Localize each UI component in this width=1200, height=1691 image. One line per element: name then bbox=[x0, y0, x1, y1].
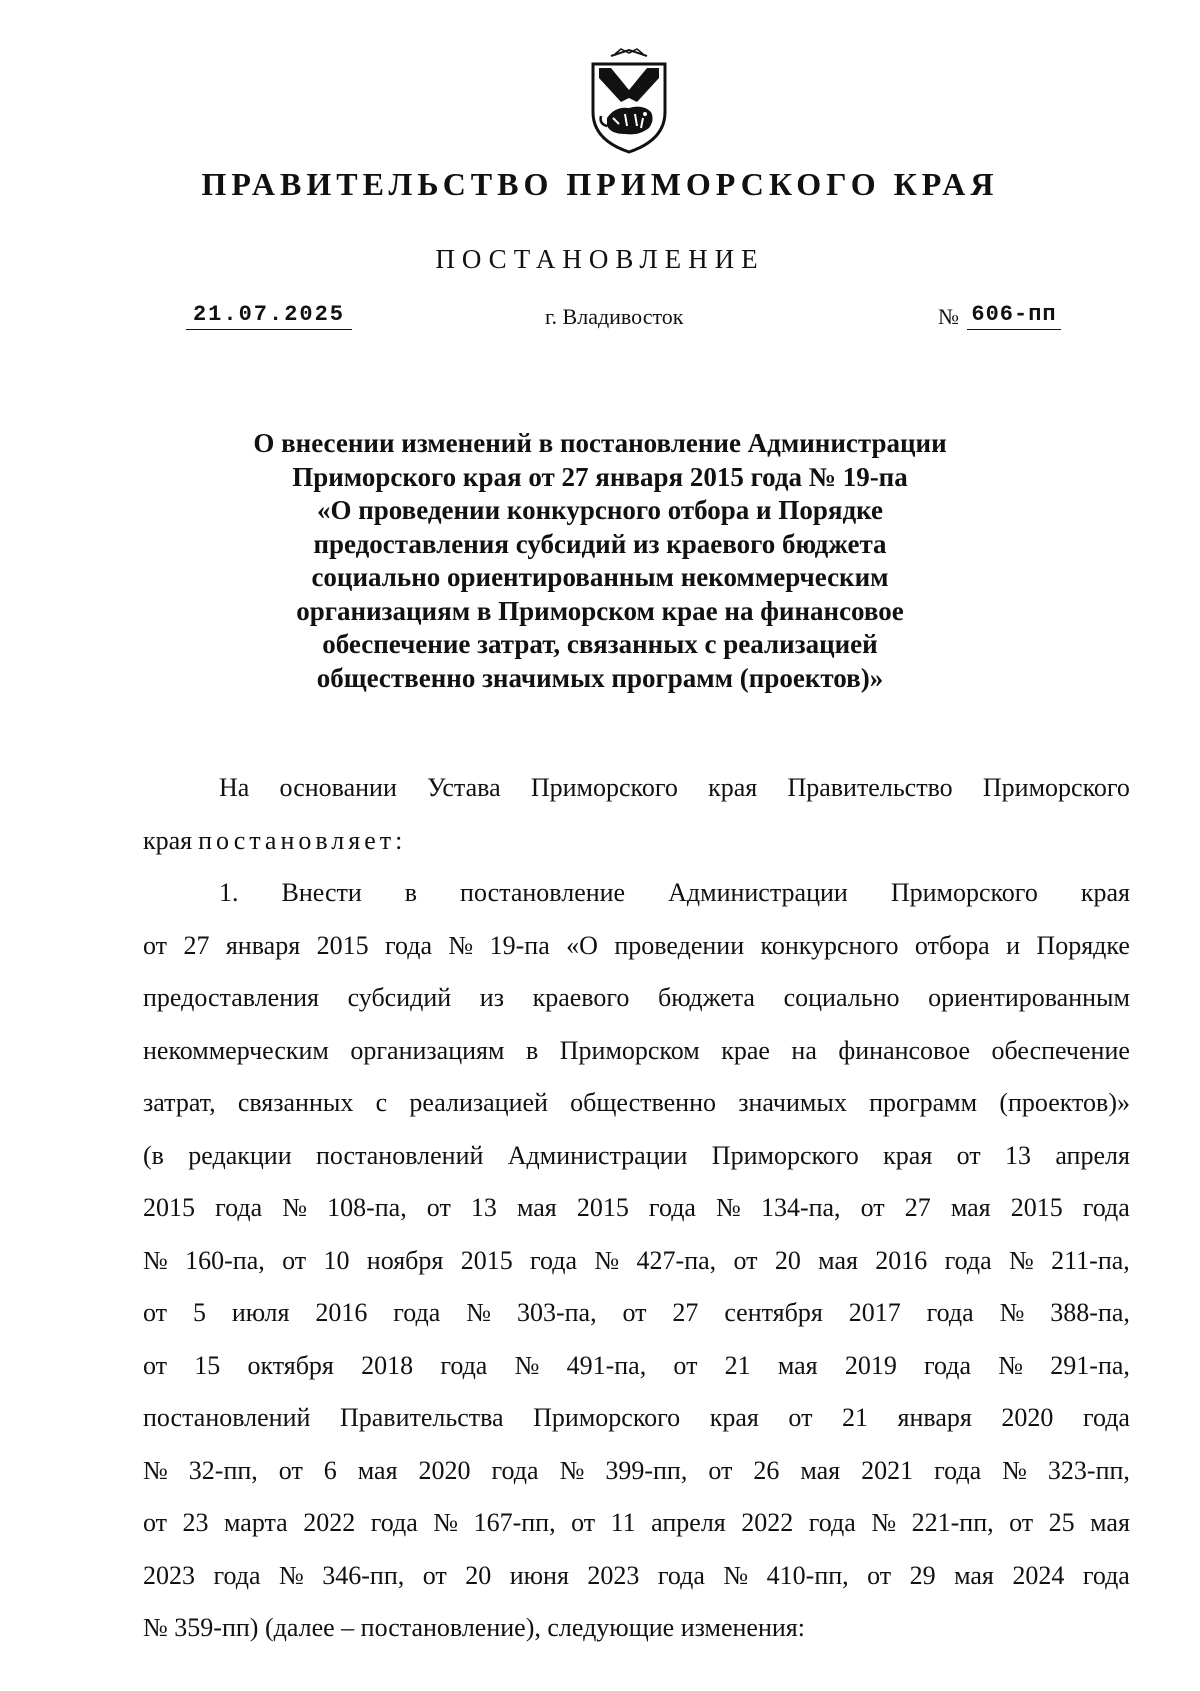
word: связанных bbox=[237, 1088, 354, 1117]
word: № bbox=[716, 1193, 741, 1222]
word: Порядке bbox=[1036, 930, 1130, 960]
word: в bbox=[404, 878, 418, 907]
word: от bbox=[673, 1350, 698, 1380]
word: № bbox=[871, 1508, 897, 1537]
word: постановлений bbox=[315, 1140, 484, 1170]
word: края bbox=[709, 1403, 759, 1432]
paragraph-line bbox=[143, 1287, 1130, 1340]
number-sign: № bbox=[938, 304, 959, 329]
paragraph-line bbox=[143, 972, 1130, 1025]
title-line: О внесении изменений в постановление Администрации bbox=[253, 428, 947, 458]
word: «О bbox=[566, 930, 598, 960]
paragraph-line bbox=[143, 1130, 1130, 1183]
word: 2022 bbox=[741, 1508, 794, 1537]
word: от bbox=[143, 1350, 168, 1380]
word: 25 bbox=[1048, 1508, 1075, 1537]
word: 2015 bbox=[576, 1193, 629, 1222]
title-line: социально ориентированным некоммерческим bbox=[311, 562, 889, 592]
word: 2023 bbox=[587, 1560, 640, 1590]
document-body bbox=[143, 762, 1130, 1655]
word: от bbox=[1009, 1508, 1034, 1537]
word: года bbox=[1082, 1193, 1130, 1222]
word: 410-пп, bbox=[766, 1560, 849, 1590]
word: 108-па, bbox=[327, 1193, 407, 1222]
word: 21 bbox=[841, 1403, 868, 1432]
word: года bbox=[491, 1455, 539, 1485]
word: года bbox=[808, 1508, 856, 1537]
word: № bbox=[723, 1560, 749, 1590]
word: года bbox=[440, 1350, 488, 1380]
word: (проектов)» bbox=[999, 1088, 1130, 1117]
word: 2019 bbox=[844, 1350, 897, 1380]
paragraph-line bbox=[143, 1025, 1130, 1078]
paragraph-line bbox=[143, 920, 1130, 973]
word: года bbox=[657, 1560, 705, 1590]
word: 20 bbox=[774, 1245, 801, 1275]
word: с bbox=[375, 1088, 388, 1117]
word: 13 bbox=[470, 1193, 497, 1222]
word: 167-пп, bbox=[473, 1508, 556, 1537]
word: предоставления bbox=[143, 983, 319, 1012]
word: 23 bbox=[182, 1508, 209, 1537]
word: года bbox=[384, 930, 433, 960]
word: 2020 bbox=[1001, 1403, 1054, 1432]
word: от bbox=[143, 930, 168, 960]
word: 15 bbox=[194, 1350, 221, 1380]
word: Приморского bbox=[530, 773, 678, 802]
word: 27 bbox=[672, 1298, 699, 1327]
word: 10 bbox=[323, 1245, 350, 1275]
word: 399-пп, bbox=[605, 1455, 688, 1485]
word: № bbox=[433, 1508, 459, 1537]
word: года bbox=[1082, 1403, 1130, 1432]
word: Приморского bbox=[711, 1140, 859, 1170]
word: 2015 bbox=[316, 930, 369, 960]
paragraph-line bbox=[143, 1392, 1130, 1445]
word: основании bbox=[279, 773, 397, 802]
word: ноября bbox=[366, 1245, 444, 1275]
word: бюджета bbox=[658, 983, 755, 1012]
paragraph-line: № 359-пп) (далее – постановление), следующие изменения: bbox=[143, 1613, 805, 1642]
word: и bbox=[1006, 930, 1021, 960]
word: программ bbox=[869, 1088, 978, 1117]
paragraph-line bbox=[143, 1182, 1130, 1235]
word: 221-пп, bbox=[911, 1508, 994, 1537]
document-title bbox=[200, 427, 1000, 695]
word: края bbox=[1080, 878, 1130, 907]
word: Приморском bbox=[559, 1035, 700, 1065]
word: 2024 bbox=[1012, 1560, 1065, 1590]
word: № bbox=[514, 1350, 540, 1380]
word: 323-пп, bbox=[1047, 1455, 1130, 1485]
word: постановление bbox=[460, 878, 626, 907]
word: сентября bbox=[724, 1298, 823, 1327]
word: года bbox=[393, 1298, 441, 1327]
word: проведении bbox=[614, 930, 745, 960]
word: обеспечение bbox=[991, 1035, 1130, 1065]
word: 2020 bbox=[418, 1455, 471, 1485]
word: 2016 bbox=[875, 1245, 928, 1275]
word: Приморского bbox=[982, 773, 1130, 802]
word: года bbox=[648, 1193, 696, 1222]
paragraph-line bbox=[143, 1445, 1130, 1498]
word: 1. bbox=[219, 878, 239, 907]
word: мая bbox=[357, 1455, 398, 1485]
word: в bbox=[525, 1035, 539, 1065]
word: № bbox=[278, 1560, 304, 1590]
paragraph-line bbox=[143, 1550, 1130, 1603]
word: (в bbox=[143, 1140, 164, 1170]
word: 26 bbox=[753, 1455, 780, 1485]
word: Устава bbox=[427, 773, 501, 802]
government-name: ПРАВИТЕЛЬСТВО ПРИМОРСКОГО КРАЯ bbox=[201, 166, 999, 202]
word: от bbox=[622, 1298, 647, 1327]
document-type: ПОСТАНОВЛЕНИЕ bbox=[435, 244, 765, 274]
word: года bbox=[370, 1508, 418, 1537]
word: 2022 bbox=[303, 1508, 356, 1537]
word: № bbox=[998, 1350, 1024, 1380]
word: 29 bbox=[909, 1560, 936, 1590]
word: 134-па, bbox=[760, 1193, 841, 1222]
word: 13 bbox=[1005, 1140, 1032, 1170]
word: краевого bbox=[532, 983, 630, 1012]
word: № bbox=[999, 1298, 1025, 1327]
word: реализацией bbox=[409, 1088, 548, 1117]
word: октября bbox=[247, 1350, 334, 1380]
word: июля bbox=[231, 1298, 290, 1327]
word: от bbox=[282, 1245, 307, 1275]
word: 388-па, bbox=[1050, 1298, 1130, 1327]
word: ориентированным bbox=[928, 983, 1130, 1012]
word: 2016 bbox=[315, 1298, 368, 1327]
word: 6 bbox=[323, 1455, 337, 1485]
word: мая bbox=[516, 1193, 557, 1222]
word: На bbox=[219, 773, 250, 802]
word: от bbox=[426, 1193, 451, 1222]
word: 20 bbox=[465, 1560, 492, 1590]
word: субсидий bbox=[347, 983, 452, 1012]
word: 27 bbox=[183, 930, 210, 960]
word: 211-па, bbox=[1051, 1245, 1130, 1275]
word: года bbox=[924, 1350, 972, 1380]
word: 2018 bbox=[361, 1350, 414, 1380]
word: организациям bbox=[350, 1035, 505, 1065]
word: на bbox=[791, 1035, 817, 1065]
word: 346-пп, bbox=[322, 1560, 405, 1590]
word: 303-па, bbox=[516, 1298, 597, 1327]
word: года bbox=[215, 1193, 263, 1222]
paragraph-line bbox=[143, 1077, 1130, 1130]
word: социально bbox=[783, 983, 900, 1012]
word: мая bbox=[1090, 1508, 1130, 1537]
word: № bbox=[1002, 1455, 1027, 1485]
word: Приморского bbox=[533, 1403, 681, 1432]
word: апреля bbox=[1055, 1140, 1130, 1170]
paragraph-line bbox=[143, 1235, 1130, 1288]
word: от bbox=[733, 1245, 758, 1275]
word: Администрации bbox=[507, 1140, 688, 1170]
title-line: организациям в Приморском крае на финансовое bbox=[296, 595, 904, 626]
word: крае bbox=[721, 1035, 770, 1065]
word: мая bbox=[954, 1560, 994, 1590]
word: от bbox=[956, 1140, 981, 1170]
word: общественно bbox=[570, 1088, 717, 1117]
word: № bbox=[594, 1245, 620, 1275]
word: 160-па, bbox=[185, 1245, 265, 1275]
word: 32-пп, bbox=[188, 1455, 258, 1485]
word: 491-па, bbox=[566, 1350, 647, 1380]
document-number: 606-пп bbox=[967, 302, 1061, 330]
word: № bbox=[1008, 1245, 1034, 1275]
word: 2015 bbox=[143, 1193, 195, 1222]
word: 2023 bbox=[143, 1560, 195, 1590]
word: Внести bbox=[281, 878, 362, 907]
word: января bbox=[225, 930, 301, 960]
word: от bbox=[867, 1560, 892, 1590]
title-line: общественно значимых программ (проектов)» bbox=[316, 662, 884, 693]
word: 27 bbox=[904, 1193, 931, 1222]
word: года bbox=[1082, 1560, 1130, 1590]
word: года bbox=[530, 1245, 578, 1275]
word: Правительства bbox=[339, 1403, 504, 1432]
word: от bbox=[571, 1508, 596, 1537]
word: постановлений bbox=[143, 1403, 311, 1432]
title-line: «О проведении конкурсного отбора и Порядке bbox=[316, 495, 884, 525]
word: 19-па bbox=[489, 930, 550, 960]
word: 427-па, bbox=[636, 1245, 717, 1275]
paragraph-line bbox=[143, 1497, 1130, 1550]
word: 5 bbox=[192, 1298, 206, 1327]
word: № bbox=[143, 1245, 168, 1275]
word: от bbox=[278, 1455, 303, 1485]
word: июня bbox=[509, 1560, 569, 1590]
word: марта bbox=[224, 1508, 288, 1537]
word: Приморского bbox=[890, 878, 1038, 907]
paragraph-line bbox=[143, 867, 1130, 920]
word: мая bbox=[818, 1245, 858, 1275]
word: мая bbox=[950, 1193, 991, 1222]
document-date: 21.07.2025 bbox=[186, 302, 352, 330]
word: 2021 bbox=[861, 1455, 914, 1485]
word: конкурсного bbox=[760, 930, 899, 960]
title-line: Приморского края от 27 января 2015 года № 19-па bbox=[292, 461, 908, 492]
word: № bbox=[466, 1298, 492, 1327]
word: 2015 bbox=[460, 1245, 513, 1275]
word: 21 bbox=[724, 1350, 751, 1380]
word: 2017 bbox=[848, 1298, 901, 1327]
word: значимых bbox=[738, 1088, 847, 1117]
word: Администрации bbox=[668, 878, 848, 907]
word: года bbox=[934, 1455, 982, 1485]
word: от bbox=[788, 1403, 813, 1432]
resolves-word: постановляет: bbox=[198, 825, 407, 855]
word: мая bbox=[800, 1455, 841, 1485]
word: № bbox=[282, 1193, 308, 1222]
word: от bbox=[143, 1298, 168, 1327]
preamble-line bbox=[143, 762, 1130, 815]
word: от bbox=[422, 1560, 447, 1590]
word: 11 bbox=[610, 1508, 636, 1537]
word: 2015 bbox=[1010, 1193, 1063, 1222]
word: отбора bbox=[914, 930, 990, 960]
preamble-word: края bbox=[143, 825, 193, 855]
preamble-line bbox=[143, 815, 1130, 868]
word: апреля bbox=[651, 1508, 726, 1537]
word: края bbox=[708, 773, 758, 802]
coat-of-arms-icon bbox=[585, 48, 673, 156]
title-line: предоставления субсидий из краевого бюджета bbox=[313, 528, 887, 559]
word: от bbox=[860, 1193, 885, 1222]
paragraph-line bbox=[143, 1340, 1130, 1393]
word: края bbox=[883, 1140, 933, 1170]
word: января bbox=[897, 1403, 972, 1432]
word: некоммерческим bbox=[143, 1035, 329, 1065]
word: № bbox=[143, 1455, 168, 1485]
word: № bbox=[448, 930, 474, 960]
word: затрат, bbox=[143, 1088, 216, 1117]
word: № bbox=[559, 1455, 585, 1485]
word: года bbox=[213, 1560, 261, 1590]
word: года bbox=[944, 1245, 992, 1275]
document-city: г. Владивосток bbox=[545, 304, 684, 329]
title-line: обеспечение затрат, связанных с реализацией bbox=[322, 629, 878, 659]
word: финансовое bbox=[838, 1035, 971, 1065]
word: редакции bbox=[188, 1140, 292, 1170]
word: Правительство bbox=[787, 773, 953, 802]
document-number-field bbox=[938, 300, 1061, 330]
word: от bbox=[708, 1455, 733, 1485]
word: мая bbox=[777, 1350, 818, 1380]
word: 291-па, bbox=[1050, 1350, 1130, 1380]
word: из bbox=[479, 983, 504, 1012]
word: от bbox=[143, 1508, 168, 1537]
word: года bbox=[926, 1298, 974, 1327]
